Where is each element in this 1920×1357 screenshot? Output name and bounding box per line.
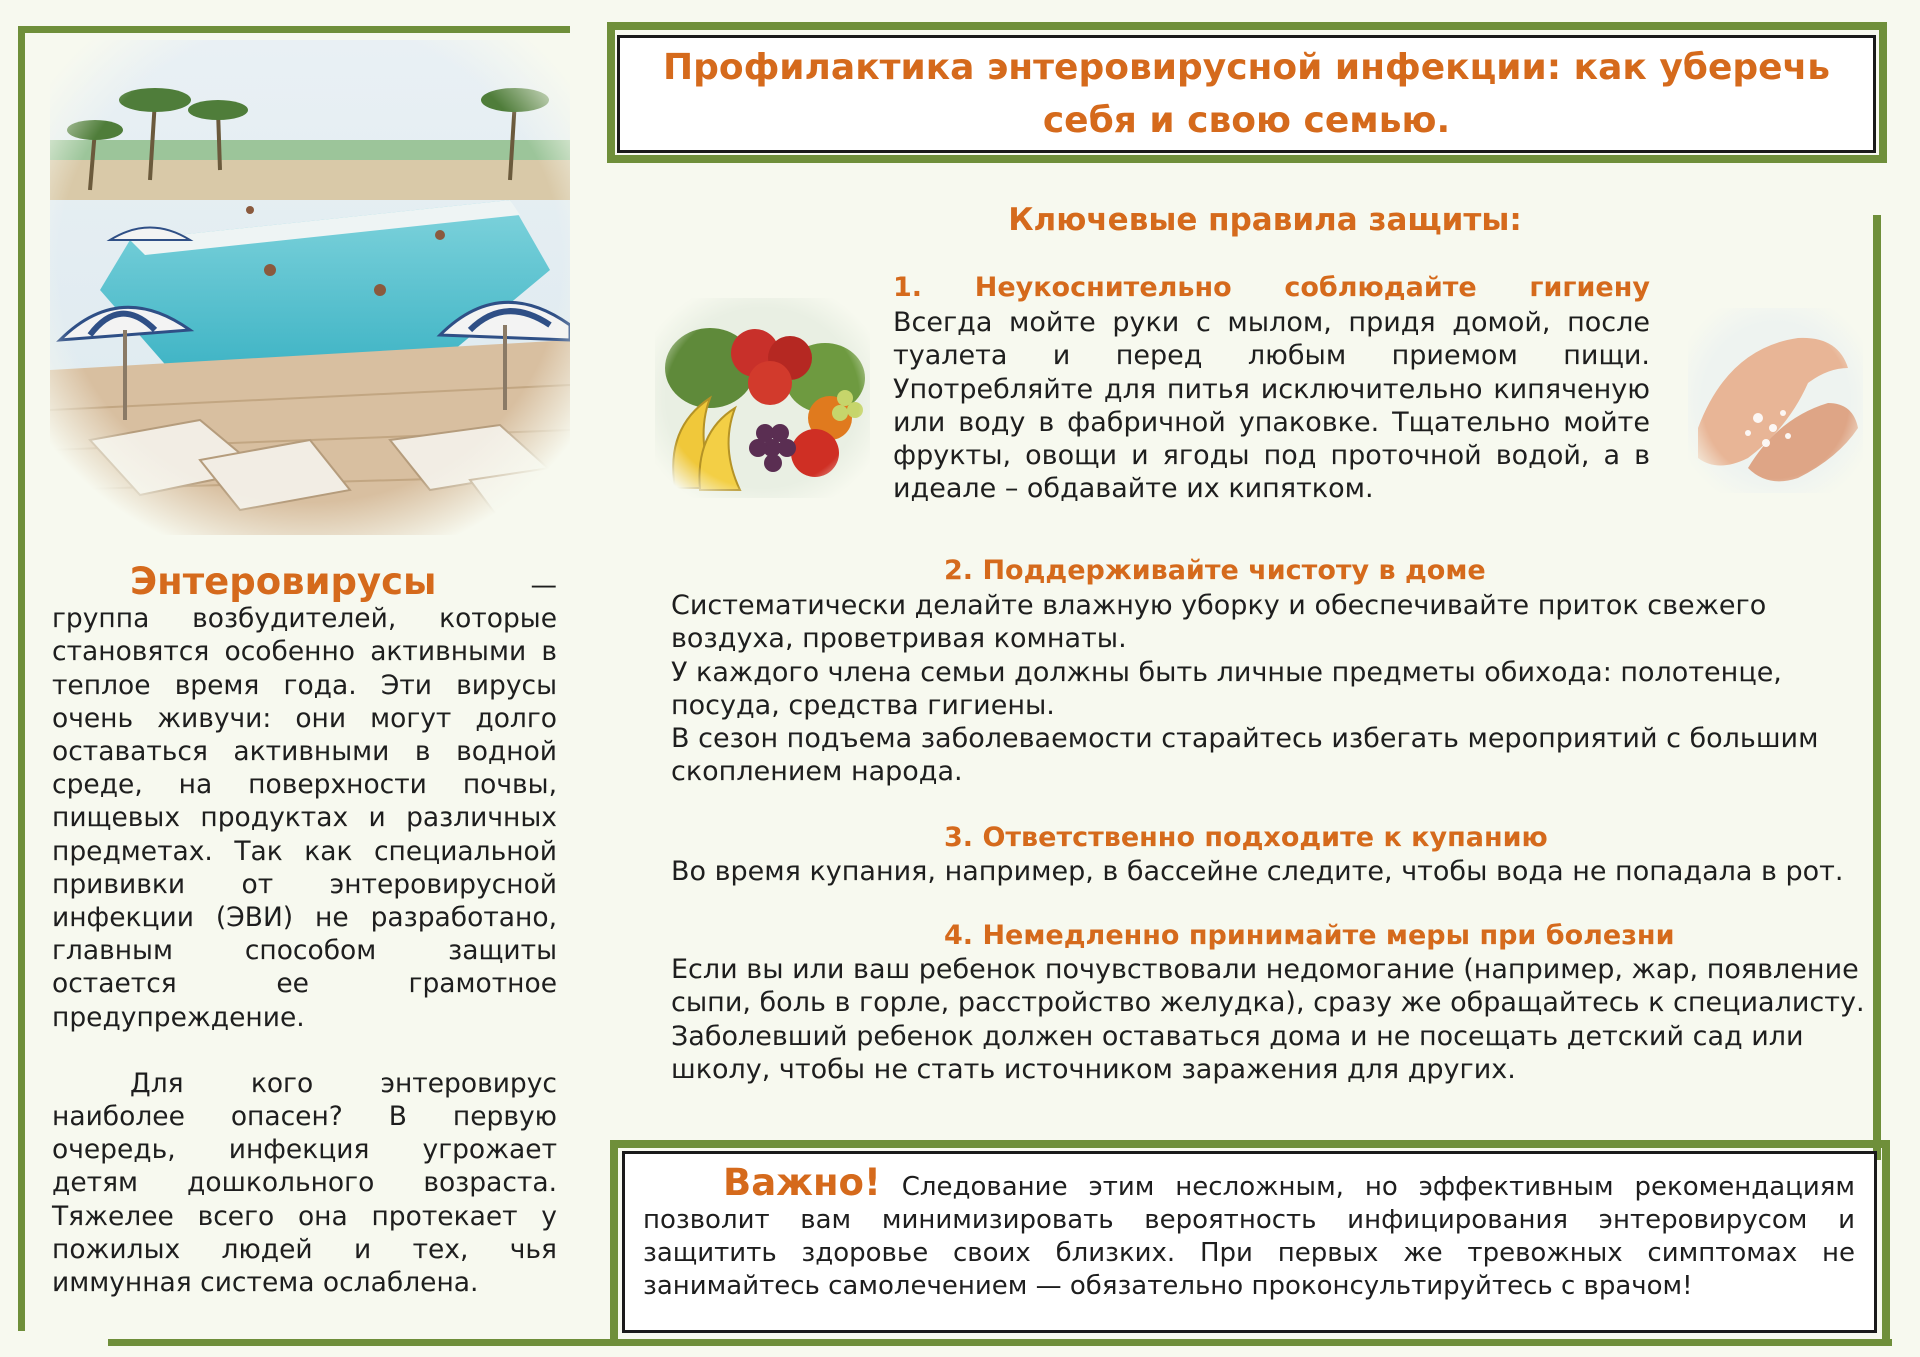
important-frame-top bbox=[610, 1140, 1890, 1148]
enteroviruses-heading: Энтеровирусы bbox=[130, 560, 437, 603]
left-frame-top bbox=[18, 26, 570, 33]
rule-4-body: Если вы или ваш ребенок почувствовали недомогание (например, жар, появление сыпи, боль в горле, расстройство желудка), сразу же обращайтесь к специалисту. Заболевший ребенок должен оставаться дома и не посещать детский сад или школу, чтобы не стать источником заражения для других. bbox=[671, 954, 1865, 1085]
rule-1-heading: 1. Неукоснительно соблюдайте гигиену bbox=[893, 272, 1650, 303]
bottom-frame bbox=[108, 1339, 1892, 1346]
title-frame-right bbox=[1879, 22, 1887, 163]
risk-paragraph bbox=[52, 1067, 557, 1299]
intro-paragraph bbox=[52, 560, 557, 1034]
spacer bbox=[52, 1034, 557, 1067]
right-frame-line bbox=[1873, 215, 1881, 1160]
rule-3-body: Во время купания, например, в бассейне следите, чтобы вода не попадала в рот. bbox=[671, 856, 1844, 887]
rule-2-heading: 2. Поддерживайте чистоту в доме bbox=[944, 555, 1486, 586]
important-paragraph bbox=[643, 1161, 1855, 1303]
title-frame-left bbox=[607, 22, 615, 163]
title-frame-bottom bbox=[607, 155, 1887, 163]
rule-2-body: Систематически делайте влажную уборку и обеспечивайте приток свежего воздуха, проветривая комнаты. У каждого члена семьи должны быть личные предметы обихода: полотенце, посуда, средства гигиены. В сезон подъема заболеваемости старайтесь избегать мероприятий с большим скоплением народа. bbox=[671, 590, 1819, 788]
hands-washing-photo bbox=[1688, 308, 1863, 493]
important-text: Следование этим несложным, но эффективным рекомендациям позволит вам минимизировать вероятность инфицирования энтеровирусом и защитить здоровье своих близких. При первых же тревожных симптомах не занимайтесь самолечением — обязательно проконсультируйтесь с врачом! bbox=[643, 1172, 1855, 1301]
rule-1-body: Всегда мойте руки с мылом, придя домой, после туалета и перед любым приемом пищи. Употребляйте для питья исключительно кипяченую или воду в фабричной упаковке. Тщательно мойте фрукты, овощи и ягоды под проточной водой, а в идеале – обдавайте их кипятком. bbox=[893, 307, 1650, 505]
title-box bbox=[617, 35, 1876, 153]
pool-photo bbox=[50, 40, 570, 535]
important-frame-right bbox=[1882, 1140, 1890, 1340]
important-frame-left bbox=[610, 1140, 618, 1340]
rule-4-heading: 4. Немедленно принимайте меры при болезни bbox=[944, 920, 1675, 951]
rules-heading: Ключевые правила защиты: bbox=[1008, 202, 1522, 238]
important-box bbox=[622, 1151, 1877, 1333]
left-column-text bbox=[52, 560, 557, 1299]
title-frame-top bbox=[607, 22, 1887, 30]
important-label: Важно! bbox=[723, 1161, 881, 1204]
rule-3-heading: 3. Ответственно подходите к купанию bbox=[944, 822, 1548, 853]
fruit-photo bbox=[655, 298, 870, 498]
risk-text: Для кого энтеровирус наиболее опасен? В первую очередь, инфекция угрожает детям дошкольного возраста. Тяжелее всего она протекает у пожилых людей и тех, чья иммунная система ослаблена. bbox=[52, 1067, 557, 1299]
left-frame-left bbox=[18, 26, 25, 1331]
page-title: Профилактика энтеровирусной инфекции: как уберечь себя и свою семью. bbox=[662, 47, 1831, 141]
intro-text: — группа возбудителей, которые становятся особенно активными в теплое время года. Эти вирусы очень живучи: они могут долго оставаться активными в водной среде, на поверхности почвы, пищевых продуктах и различных предметах. Так как специальной прививки от энтеровирусной инфекции (ЭВИ) не разработано, главным способом защиты остается ее грамотное предупреждение. bbox=[52, 570, 557, 1033]
